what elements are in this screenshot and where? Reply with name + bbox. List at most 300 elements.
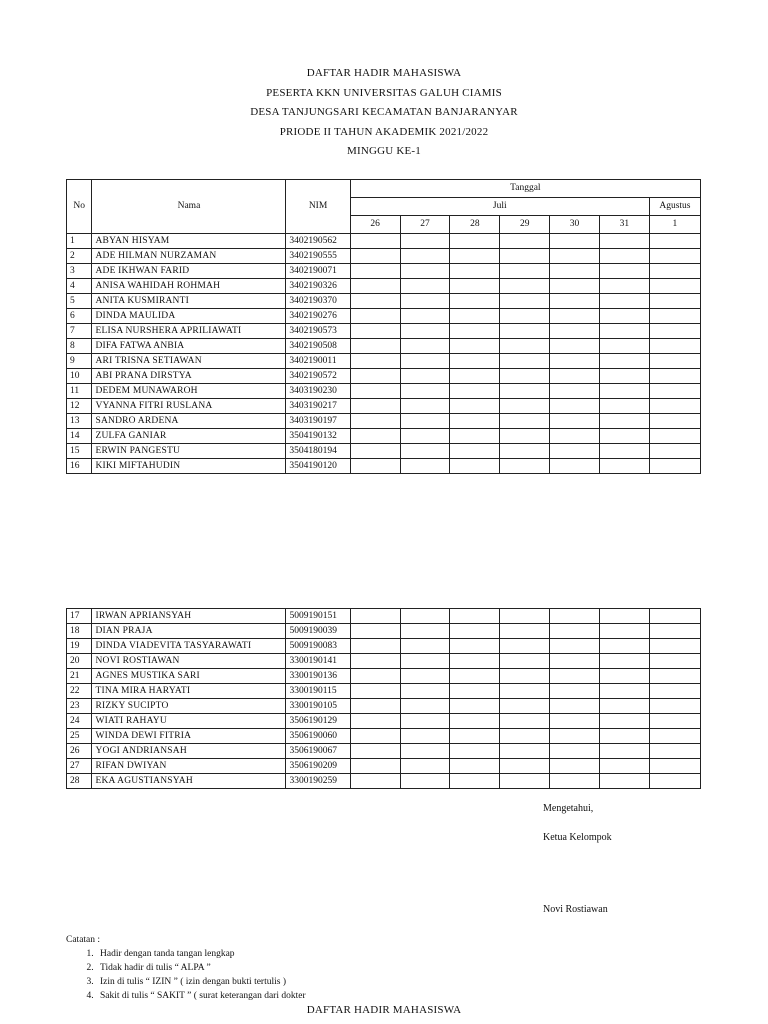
attendance-cell: [450, 369, 500, 384]
row-nim-cell: 3300190105: [286, 699, 350, 714]
row-nim-cell: 3402190071: [286, 264, 350, 279]
attendance-cell: [400, 294, 450, 309]
attendance-cell: [400, 399, 450, 414]
attendance-cell: [599, 234, 649, 249]
attendance-cell: [599, 369, 649, 384]
table-row: [67, 354, 701, 369]
attendance-cell: [350, 714, 400, 729]
row-name-cell: DIFA FATWA ANBIA: [92, 339, 286, 354]
table-row: [67, 309, 701, 324]
attendance-cell: [350, 759, 400, 774]
attendance-cell: [400, 744, 450, 759]
attendance-cell: [649, 369, 700, 384]
attendance-cell: [500, 249, 550, 264]
header-no: No: [67, 180, 92, 234]
attendance-cell: [400, 264, 450, 279]
row-name-cell: RIZKY SUCIPTO: [92, 699, 286, 714]
attendance-cell: [350, 684, 400, 699]
attendance-cell: [550, 444, 600, 459]
row-nim-cell: 3402190326: [286, 279, 350, 294]
row-name-cell: DINDA VIADEVITA TASYARAWATI: [92, 639, 286, 654]
attendance-cell: [350, 429, 400, 444]
attendance-cell: [450, 624, 500, 639]
notes-section: [66, 933, 306, 1003]
attendance-cell: [649, 459, 700, 474]
row-no-cell: 15: [67, 444, 92, 459]
attendance-cell: [450, 669, 500, 684]
header-nim: NIM: [286, 180, 350, 234]
attendance-cell: [450, 774, 500, 789]
row-no-cell: 18: [67, 624, 92, 639]
row-no-cell: 21: [67, 669, 92, 684]
attendance-cell: [649, 414, 700, 429]
table-row: [67, 234, 701, 249]
attendance-cell: [400, 354, 450, 369]
attendance-cell: [350, 459, 400, 474]
note-item: 2. Tidak hadir di tulis “ ALPA ”: [96, 961, 306, 975]
attendance-cell: [500, 609, 550, 624]
attendance-cell: [500, 309, 550, 324]
row-no-cell: 19: [67, 639, 92, 654]
title-line: DESA TANJUNGSARI KECAMATAN BANJARANYAR: [250, 106, 518, 118]
row-no-cell: 12: [67, 399, 92, 414]
row-nim-cell: 3506190209: [286, 759, 350, 774]
attendance-cell: [400, 669, 450, 684]
row-no-cell: 14: [67, 429, 92, 444]
attendance-cell: [600, 654, 650, 669]
row-name-cell: DEDEM MUNAWAROH: [92, 384, 286, 399]
row-name-cell: ANISA WAHIDAH ROHMAH: [92, 279, 286, 294]
header-date: 1: [649, 216, 700, 234]
table-row: [67, 279, 701, 294]
attendance-cell: [550, 279, 600, 294]
row-no-cell: 22: [67, 684, 92, 699]
table-row: [67, 774, 701, 789]
attendance-cell: [450, 759, 500, 774]
row-nim-cell: 3504180194: [286, 444, 350, 459]
attendance-cell: [649, 324, 700, 339]
attendance-cell: [550, 234, 600, 249]
attendance-cell: [500, 714, 550, 729]
attendance-cell: [350, 249, 400, 264]
table-row: [67, 759, 701, 774]
attendance-cell: [649, 234, 700, 249]
attendance-cell: [600, 759, 650, 774]
header-date: 26: [350, 216, 400, 234]
attendance-cell: [599, 429, 649, 444]
row-name-cell: ANITA KUSMIRANTI: [92, 294, 286, 309]
attendance-rows-part-2: [67, 609, 701, 789]
attendance-cell: [450, 729, 500, 744]
attendance-cell: [649, 654, 700, 669]
attendance-cell: [400, 279, 450, 294]
attendance-cell: [550, 324, 600, 339]
attendance-cell: [649, 354, 700, 369]
next-page-title: DAFTAR HADIR MAHASISWA: [306, 1004, 462, 1016]
attendance-cell: [400, 429, 450, 444]
attendance-cell: [600, 684, 650, 699]
attendance-cell: [450, 294, 500, 309]
title-line: MINGGU KE-1: [347, 145, 421, 157]
title-line: PRIODE II TAHUN AKADEMIK 2021/2022: [279, 125, 489, 138]
table-row: [67, 339, 701, 354]
attendance-cell: [550, 714, 600, 729]
attendance-cell: [350, 354, 400, 369]
row-no-cell: 8: [67, 339, 92, 354]
attendance-cell: [649, 699, 700, 714]
attendance-cell: [649, 429, 700, 444]
table-row: [67, 429, 701, 444]
attendance-cell: [600, 609, 650, 624]
row-no-cell: 1: [67, 234, 92, 249]
attendance-cell: [400, 714, 450, 729]
attendance-cell: [450, 309, 500, 324]
attendance-cell: [500, 744, 550, 759]
attendance-cell: [599, 384, 649, 399]
row-nim-cell: 5009190039: [286, 624, 350, 639]
attendance-cell: [500, 669, 550, 684]
attendance-cell: [450, 459, 500, 474]
attendance-cell: [649, 339, 700, 354]
attendance-cell: [350, 294, 400, 309]
attendance-cell: [450, 399, 500, 414]
document-title-block: [0, 64, 768, 162]
attendance-cell: [550, 429, 600, 444]
attendance-cell: [649, 669, 700, 684]
attendance-cell: [649, 759, 700, 774]
table-row: [67, 249, 701, 264]
attendance-cell: [400, 774, 450, 789]
attendance-cell: [550, 339, 600, 354]
attendance-cell: [350, 699, 400, 714]
attendance-cell: [550, 264, 600, 279]
attendance-cell: [500, 339, 550, 354]
attendance-cell: [450, 279, 500, 294]
attendance-cell: [550, 354, 600, 369]
attendance-cell: [450, 444, 500, 459]
attendance-cell: [649, 729, 700, 744]
row-nim-cell: 3403190230: [286, 384, 350, 399]
row-name-cell: ZULFA GANIAR: [92, 429, 286, 444]
row-name-cell: ADE HILMAN NURZAMAN: [92, 249, 286, 264]
table-row: [67, 444, 701, 459]
header-date: 30: [550, 216, 600, 234]
attendance-cell: [450, 684, 500, 699]
row-nim-cell: 3402190555: [286, 249, 350, 264]
attendance-cell: [649, 249, 700, 264]
attendance-cell: [649, 294, 700, 309]
table-row: [67, 744, 701, 759]
attendance-cell: [599, 459, 649, 474]
row-no-cell: 2: [67, 249, 92, 264]
row-name-cell: ARI TRISNA SETIAWAN: [92, 354, 286, 369]
attendance-cell: [600, 714, 650, 729]
signatory-name: Novi Rostiawan: [543, 904, 608, 915]
table-row: [67, 369, 701, 384]
attendance-cell: [500, 384, 550, 399]
row-nim-cell: 3300190115: [286, 684, 350, 699]
row-name-cell: DINDA MAULIDA: [92, 309, 286, 324]
attendance-cell: [500, 369, 550, 384]
row-nim-cell: 3300190259: [286, 774, 350, 789]
attendance-cell: [350, 369, 400, 384]
row-name-cell: SANDRO ARDENA: [92, 414, 286, 429]
attendance-cell: [450, 414, 500, 429]
attendance-cell: [400, 609, 450, 624]
attendance-cell: [550, 639, 600, 654]
acknowledged-label: Mengetahui,: [543, 803, 594, 814]
attendance-cell: [350, 384, 400, 399]
attendance-cell: [550, 729, 600, 744]
attendance-cell: [550, 414, 600, 429]
attendance-cell: [550, 384, 600, 399]
attendance-cell: [500, 279, 550, 294]
attendance-rows-part-1: [67, 234, 701, 474]
table-row: [67, 654, 701, 669]
row-no-cell: 27: [67, 759, 92, 774]
row-nim-cell: 3506190060: [286, 729, 350, 744]
row-name-cell: NOVI ROSTIAWAN: [92, 654, 286, 669]
attendance-cell: [600, 639, 650, 654]
signatory-role: Ketua Kelompok: [543, 832, 612, 843]
attendance-cell: [600, 774, 650, 789]
row-name-cell: ERWIN PANGESTU: [92, 444, 286, 459]
row-nim-cell: 3402190276: [286, 309, 350, 324]
attendance-cell: [350, 729, 400, 744]
row-name-cell: RIFAN DWIYAN: [92, 759, 286, 774]
attendance-cell: [350, 399, 400, 414]
row-name-cell: IRWAN APRIANSYAH: [92, 609, 286, 624]
row-no-cell: 25: [67, 729, 92, 744]
attendance-cell: [600, 729, 650, 744]
row-nim-cell: 3402190573: [286, 324, 350, 339]
attendance-cell: [400, 639, 450, 654]
attendance-cell: [550, 684, 600, 699]
header-date: 31: [599, 216, 649, 234]
attendance-cell: [350, 264, 400, 279]
table-row: [67, 264, 701, 279]
attendance-cell: [550, 759, 600, 774]
attendance-cell: [450, 384, 500, 399]
row-no-cell: 16: [67, 459, 92, 474]
table-row: [67, 399, 701, 414]
table-row: [67, 414, 701, 429]
attendance-cell: [450, 714, 500, 729]
row-nim-cell: 3402190370: [286, 294, 350, 309]
row-name-cell: WINDA DEWI FITRIA: [92, 729, 286, 744]
notes-heading: Catatan :: [66, 935, 101, 945]
attendance-cell: [500, 414, 550, 429]
attendance-cell: [400, 339, 450, 354]
attendance-cell: [500, 759, 550, 774]
attendance-cell: [649, 309, 700, 324]
attendance-cell: [500, 459, 550, 474]
row-nim-cell: 5009190151: [286, 609, 350, 624]
attendance-cell: [500, 354, 550, 369]
header-month-agustus: Agustus: [649, 198, 700, 216]
attendance-cell: [500, 684, 550, 699]
row-nim-cell: 3403190197: [286, 414, 350, 429]
attendance-cell: [500, 399, 550, 414]
attendance-cell: [550, 774, 600, 789]
attendance-cell: [450, 234, 500, 249]
attendance-cell: [400, 624, 450, 639]
header-tanggal: Tanggal: [350, 180, 700, 198]
attendance-cell: [400, 384, 450, 399]
attendance-cell: [450, 744, 500, 759]
attendance-cell: [649, 279, 700, 294]
attendance-cell: [450, 699, 500, 714]
attendance-cell: [599, 294, 649, 309]
attendance-cell: [350, 624, 400, 639]
attendance-cell: [450, 354, 500, 369]
attendance-cell: [599, 264, 649, 279]
attendance-cell: [600, 744, 650, 759]
row-no-cell: 3: [67, 264, 92, 279]
table-row: [67, 699, 701, 714]
row-no-cell: 4: [67, 279, 92, 294]
attendance-cell: [450, 324, 500, 339]
row-name-cell: ELISA NURSHERA APRILIAWATI: [92, 324, 286, 339]
attendance-cell: [550, 309, 600, 324]
attendance-table-part-2: [66, 608, 701, 789]
row-nim-cell: 3506190067: [286, 744, 350, 759]
attendance-cell: [500, 234, 550, 249]
row-nim-cell: 3402190508: [286, 339, 350, 354]
attendance-cell: [500, 624, 550, 639]
row-nim-cell: 3504190132: [286, 429, 350, 444]
table-row: [67, 624, 701, 639]
attendance-cell: [350, 639, 400, 654]
row-name-cell: VYANNA FITRI RUSLANA: [92, 399, 286, 414]
attendance-cell: [450, 639, 500, 654]
attendance-cell: [550, 294, 600, 309]
row-nim-cell: 3402190011: [286, 354, 350, 369]
attendance-cell: [450, 429, 500, 444]
attendance-cell: [500, 654, 550, 669]
attendance-cell: [400, 324, 450, 339]
attendance-cell: [500, 774, 550, 789]
attendance-cell: [550, 699, 600, 714]
attendance-cell: [500, 639, 550, 654]
attendance-cell: [550, 669, 600, 684]
table-row: [67, 714, 701, 729]
attendance-cell: [400, 249, 450, 264]
attendance-cell: [450, 249, 500, 264]
row-nim-cell: 3403190217: [286, 399, 350, 414]
attendance-cell: [400, 444, 450, 459]
attendance-cell: [400, 759, 450, 774]
attendance-cell: [350, 324, 400, 339]
attendance-cell: [400, 369, 450, 384]
attendance-cell: [350, 234, 400, 249]
attendance-cell: [400, 699, 450, 714]
row-nim-cell: 3402190562: [286, 234, 350, 249]
row-no-cell: 5: [67, 294, 92, 309]
attendance-cell: [550, 399, 600, 414]
row-name-cell: YOGI ANDRIANSAH: [92, 744, 286, 759]
attendance-cell: [649, 639, 700, 654]
row-no-cell: 7: [67, 324, 92, 339]
attendance-cell: [450, 264, 500, 279]
note-item: 4. Sakit di tulis “ SAKIT ” ( surat keterangan dari dokter: [96, 989, 306, 1003]
row-no-cell: 6: [67, 309, 92, 324]
attendance-cell: [550, 654, 600, 669]
row-no-cell: 10: [67, 369, 92, 384]
attendance-cell: [400, 414, 450, 429]
attendance-cell: [649, 744, 700, 759]
header-month-juli: Juli: [350, 198, 649, 216]
row-name-cell: ADE IKHWAN FARID: [92, 264, 286, 279]
row-name-cell: EKA AGUSTIANSYAH: [92, 774, 286, 789]
attendance-cell: [400, 729, 450, 744]
row-no-cell: 9: [67, 354, 92, 369]
header-date: 29: [500, 216, 550, 234]
attendance-cell: [350, 744, 400, 759]
attendance-cell: [649, 264, 700, 279]
row-nim-cell: 3300190141: [286, 654, 350, 669]
attendance-cell: [599, 279, 649, 294]
row-name-cell: TINA MIRA HARYATI: [92, 684, 286, 699]
row-no-cell: 17: [67, 609, 92, 624]
attendance-cell: [649, 399, 700, 414]
table-row: [67, 324, 701, 339]
table-row: [67, 609, 701, 624]
attendance-cell: [350, 654, 400, 669]
attendance-cell: [500, 294, 550, 309]
attendance-cell: [649, 774, 700, 789]
attendance-cell: [500, 429, 550, 444]
title-line: PESERTA KKN UNIVERSITAS GALUH CIAMIS: [266, 86, 502, 99]
attendance-cell: [500, 729, 550, 744]
row-no-cell: 20: [67, 654, 92, 669]
attendance-cell: [550, 609, 600, 624]
row-nim-cell: 3402190572: [286, 369, 350, 384]
attendance-cell: [400, 654, 450, 669]
attendance-cell: [649, 684, 700, 699]
row-name-cell: WIATI RAHAYU: [92, 714, 286, 729]
attendance-cell: [599, 399, 649, 414]
row-no-cell: 11: [67, 384, 92, 399]
table-row: [67, 669, 701, 684]
attendance-cell: [649, 624, 700, 639]
attendance-cell: [400, 459, 450, 474]
attendance-cell: [500, 699, 550, 714]
attendance-cell: [350, 444, 400, 459]
attendance-cell: [350, 609, 400, 624]
attendance-cell: [350, 774, 400, 789]
attendance-cell: [599, 414, 649, 429]
attendance-cell: [350, 339, 400, 354]
attendance-cell: [450, 654, 500, 669]
row-name-cell: ABI PRANA DIRSTYA: [92, 369, 286, 384]
table-row: [67, 729, 701, 744]
attendance-cell: [599, 444, 649, 459]
table-row: [67, 384, 701, 399]
attendance-cell: [550, 744, 600, 759]
attendance-cell: [599, 249, 649, 264]
title-line: DAFTAR HADIR MAHASISWA: [306, 67, 462, 79]
attendance-cell: [400, 684, 450, 699]
attendance-cell: [550, 459, 600, 474]
attendance-cell: [599, 309, 649, 324]
attendance-cell: [600, 669, 650, 684]
note-item: 3. Izin di tulis “ IZIN ” ( izin dengan bukti tertulis ): [96, 975, 306, 989]
row-no-cell: 26: [67, 744, 92, 759]
attendance-cell: [550, 369, 600, 384]
notes-list: [66, 947, 306, 1003]
attendance-cell: [600, 624, 650, 639]
